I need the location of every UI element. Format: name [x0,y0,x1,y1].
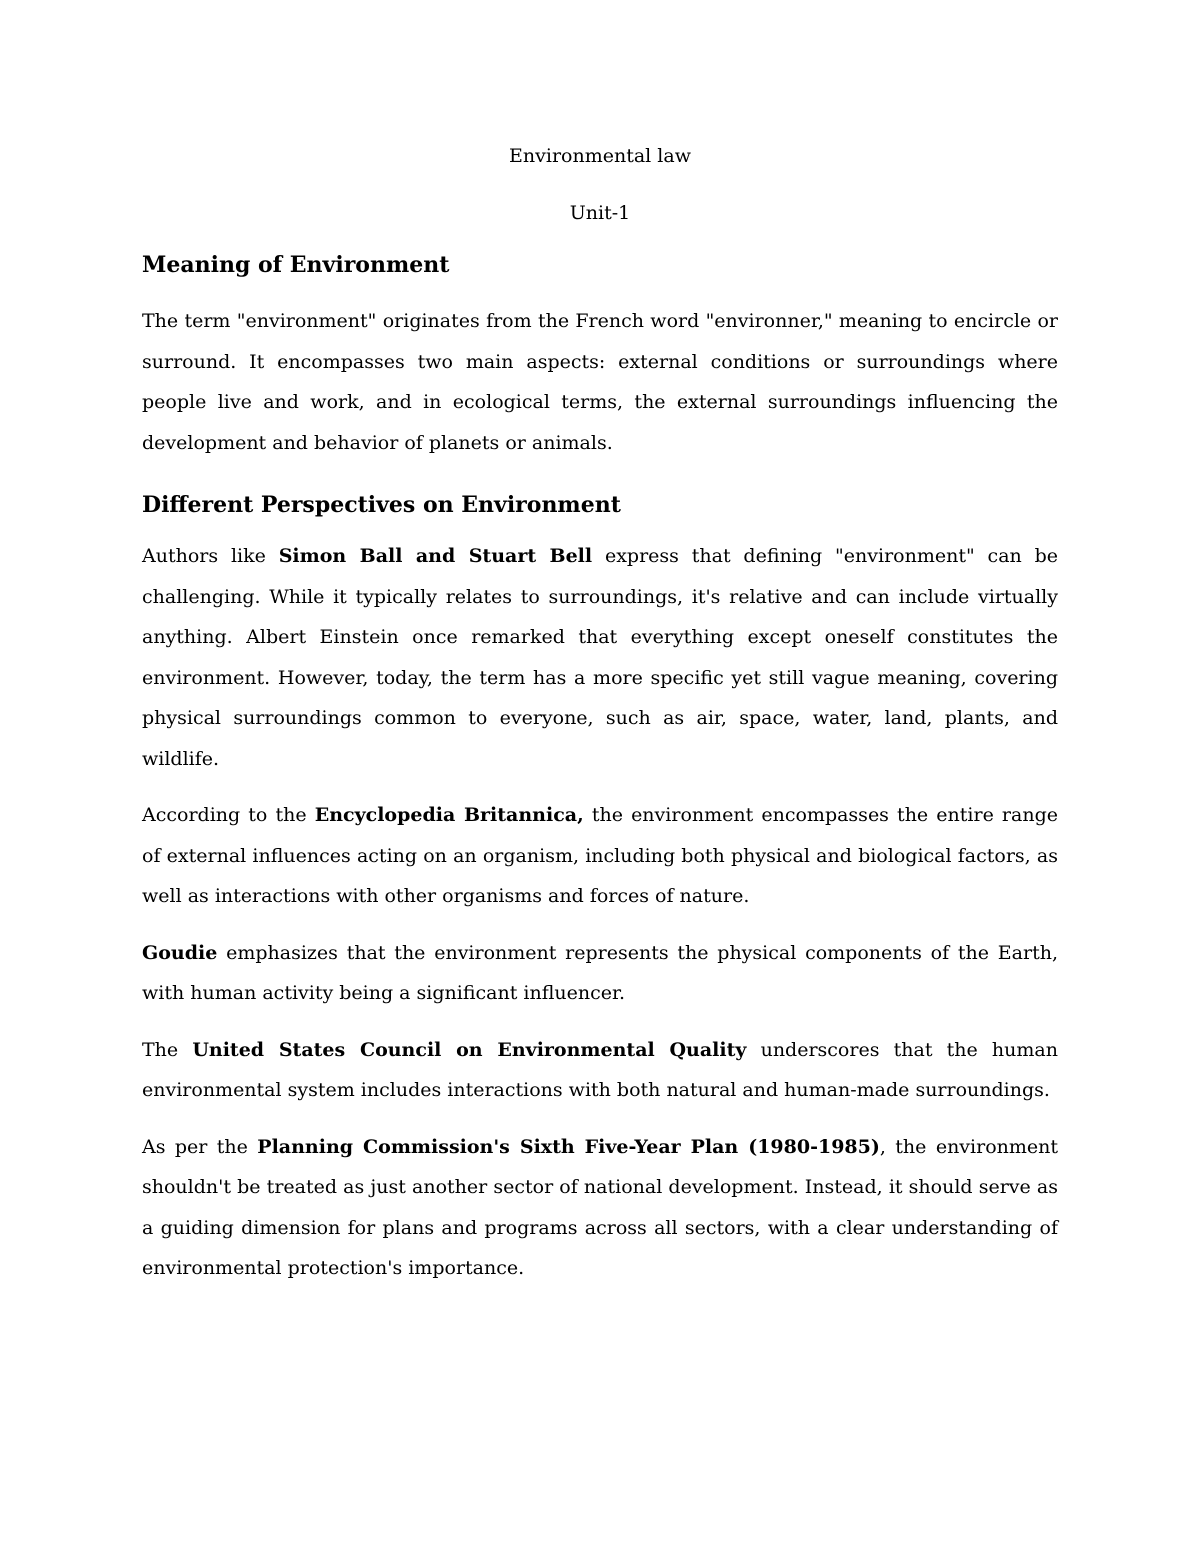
author-name: Goudie [142,941,218,964]
document-body [142,138,1058,1289]
paragraph-lead-text: As per the [142,1135,258,1158]
source-name: Encyclopedia Britannica, [314,804,584,826]
paragraph-lead-text: According to the [142,804,315,826]
plan-name: Planning Commission's Sixth Five-Year Plan (1980-1985) [257,1135,880,1158]
heading-meaning-of-environment: Meaning of Environment [142,252,450,278]
paragraph-planning-commission [142,1127,1058,1289]
organization-name: United States Council on Environmental Quality [192,1038,747,1061]
paragraph-body-text: the environment encompasses the entire range of external influences acting on an organism, including both physical and biological factors, as well as interactions with other organisms and forces of nature. [142,804,1058,907]
authors-name: Simon Ball and Stuart Bell [278,545,593,567]
paragraph-britannica [142,795,1058,917]
unit-label: Unit-1 [569,202,631,224]
heading-different-perspectives: Different Perspectives on Environment [142,492,621,518]
paragraph-body-text: express that defining "environment" can be challenging. While it typically relates to surroundings, it's relative and can include virtually anything. Albert Einstein once remarked that everything except oneself constitutes the environment. However, today, the term has a more specific yet still vague meaning, covering physical surroundings common to everyone, such as air, space, water, land, plants, and wildlife. [142,545,1059,770]
paragraph-meaning: The term "environment" originates from the French word "environner," meaning to encircle or surround. It encompasses two main aspects: external conditions or surroundings where people live and work, and in ecological terms, the external surroundings influencing the development and behavior of planets or animals. [142,310,1058,454]
paragraph-us-council [142,1030,1058,1111]
document-title: Environmental law [509,145,691,167]
paragraph-body-text: , the environment shouldn't be treated as just another sector of national development. Instead, it should serve as a guiding dimension for plans and programs across all sectors, with a clear understanding of environmental protection's importance. [142,1135,1059,1279]
paragraph-goudie [142,933,1058,1014]
paragraph-body-text: underscores that the human environmental system includes interactions with both natural and human-made surroundings. [142,1038,1058,1101]
paragraph-ball-bell [142,536,1058,779]
paragraph-lead-text: Authors like [142,545,279,567]
paragraph-lead-text: The [142,1038,193,1061]
paragraph-body-text: emphasizes that the environment represents the physical components of the Earth, with human activity being a significant influencer. [142,941,1058,1004]
